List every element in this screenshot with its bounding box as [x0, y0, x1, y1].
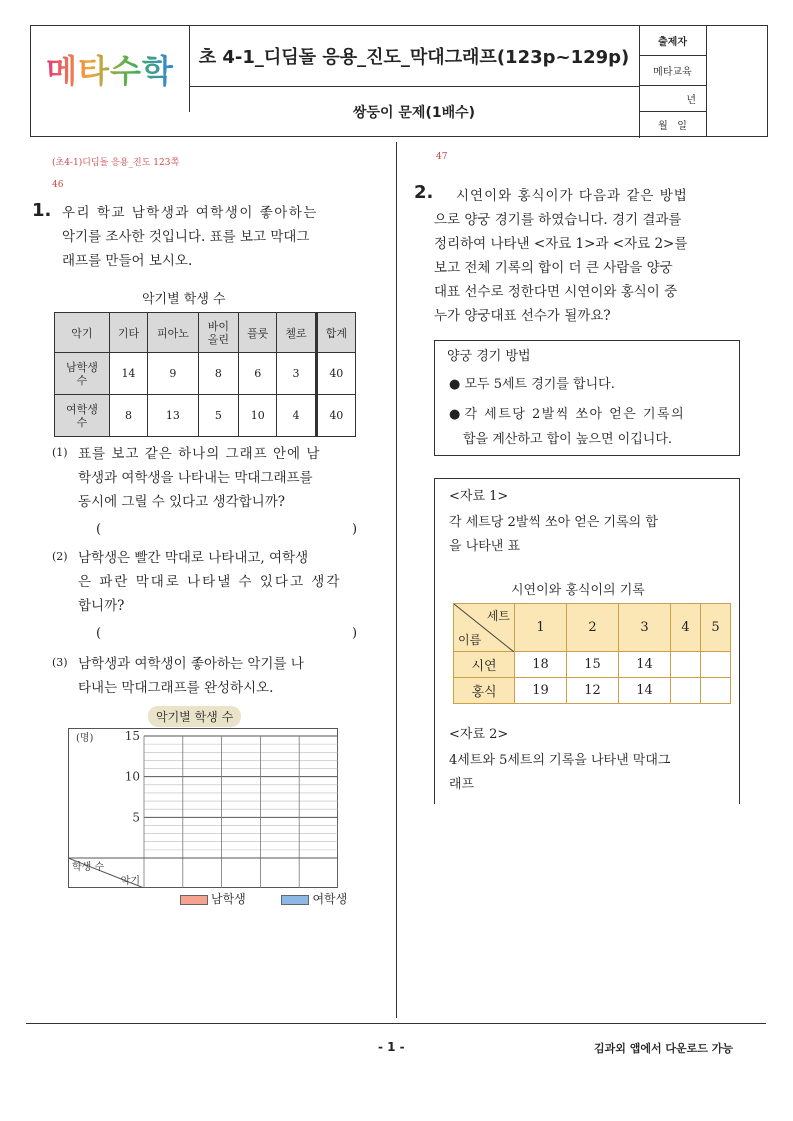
table-header: 기타	[109, 313, 147, 353]
method-title: 양궁 경기 방법	[447, 349, 531, 364]
worksheet-title: 초 4-1_디딤돌 응용_진도_막대그래프(123p~129p)	[189, 26, 640, 86]
table-row: 여학생 수 8 13 5 10 4 40	[55, 395, 356, 437]
legend-girls-swatch	[281, 895, 309, 905]
worksheet-header	[30, 25, 768, 137]
y-unit-label: (명)	[76, 733, 94, 744]
source-note: (초4-1)디딤돌 응용_진도 123쪽	[52, 158, 180, 168]
table-row: 시연 18 15 14	[454, 652, 731, 678]
record-table	[453, 603, 731, 704]
answer-paren-close-1: )	[352, 522, 358, 537]
question-2-number: 2.	[414, 182, 434, 203]
answer-paren-open-1: (	[96, 522, 102, 537]
method-item-2-cont: 합을 계산하고 합이 높으면 이깁니다.	[463, 432, 673, 447]
author-name: 메타교육	[639, 56, 707, 86]
instrument-table-title: 악기별 학생 수	[142, 292, 226, 307]
sub-3-number: (3)	[52, 656, 68, 669]
question-1-number: 1.	[32, 200, 52, 221]
page-ref-46: 46	[52, 180, 64, 190]
set-header: 3	[618, 604, 670, 652]
set-header: 4	[670, 604, 700, 652]
table-header: 악기	[55, 313, 110, 353]
set-header: 5	[700, 604, 730, 652]
logo-text: 메타수학	[46, 46, 174, 92]
date-field: 월 일	[639, 112, 707, 137]
table-row: 남학생 수 14 9 8 6 3 40	[55, 353, 356, 395]
instrument-table	[54, 312, 356, 437]
data-1-desc: 각 세트당 2발씩 쏘아 얻은 기록의 합 을 나타낸 표	[449, 515, 658, 554]
column-divider	[396, 142, 397, 1018]
year-field: 년	[639, 86, 707, 112]
set-header: 2	[566, 604, 618, 652]
data-2-title: <자료 2>	[449, 727, 509, 742]
legend-girls-label: 여학생	[312, 892, 348, 906]
method-item-2: ● 각 세트당 2발씩 쏘아 얻은 기록의	[449, 407, 686, 422]
bar-chart-grid[interactable]	[68, 728, 338, 888]
x-axis-label: 악기	[120, 876, 140, 887]
legend-boys-swatch	[180, 895, 208, 905]
data-box	[434, 478, 740, 804]
sub-1-text: 표를 보고 같은 하나의 그래프 안에 남 학생과 여학생을 나타내는 막대그래프를 동시에 그릴 수 있다고 생각합니까?	[78, 446, 321, 510]
record-table-title: 시연이와 홍식이의 기록	[511, 583, 645, 598]
table-header: 합계	[316, 313, 355, 353]
y-tick-label: 5	[132, 810, 140, 825]
sub-3-text: 남학생과 여학생이 좋아하는 악기를 나 타내는 막대그래프를 완성하시오.	[78, 656, 304, 696]
page-number: - 1 -	[378, 1040, 405, 1054]
sub-1-number: (1)	[52, 446, 68, 459]
answer-field-1[interactable]	[108, 520, 348, 542]
footer-rule	[26, 1023, 766, 1024]
table-row: 홍식 19 12 14	[454, 678, 731, 704]
chart-legend	[180, 890, 347, 907]
author-label: 출제자	[639, 26, 707, 56]
data-2-desc: 4세트와 5세트의 기록을 나타낸 막대그 래프	[449, 753, 671, 792]
table-header: 플룻	[239, 313, 277, 353]
answer-paren-close-2: )	[352, 626, 358, 641]
logo	[31, 26, 190, 112]
sub-2-number: (2)	[52, 550, 68, 563]
data-1-title: <자료 1>	[449, 489, 509, 504]
archery-method-box	[434, 340, 740, 456]
y-axis-label: 학생 수	[72, 862, 105, 873]
answer-field-2[interactable]	[108, 624, 348, 646]
answer-paren-open-2: (	[96, 626, 102, 641]
sub-2-text: 남학생은 빨간 막대로 나타내고, 여학생 은 파란 막대로 나타낼 수 있다고 생각 합니까?	[78, 550, 342, 614]
set-header: 1	[515, 604, 567, 652]
record-diag-header: 세트 이름	[454, 604, 515, 652]
chart-title: 악기별 학생 수	[148, 706, 241, 727]
table-header: 바이 올린	[198, 313, 238, 353]
legend-boys-label: 남학생	[211, 892, 246, 906]
table-header: 피아노	[148, 313, 199, 353]
question-2-text: 시연이와 홍식이가 다음과 같은 방법 으로 양궁 경기를 하였습니다. 경기 결과를 정리하여 나타낸 <자료 1>과 <자료 2>를 보고 전체 기록의 합이 더 큰 사람을 양궁 대표 선수로 정한다면 시연이와 홍식이 중 누가 양궁대표 선수가 될까요?	[434, 188, 688, 324]
y-tick-label: 10	[124, 769, 140, 784]
page-ref-47: 47	[436, 152, 448, 162]
y-tick-label: 15	[124, 729, 140, 743]
method-item-1: ● 모두 5세트 경기를 합니다.	[449, 377, 615, 392]
table-header: 첼로	[277, 313, 316, 353]
worksheet-subtitle: 쌍둥이 문제(1배수)	[189, 86, 640, 138]
question-1-text: 우리 학교 남학생과 여학생이 좋아하는 악기를 조사한 것입니다. 표를 보고 막대그 래프를 만들어 보시오.	[62, 205, 318, 269]
footer-note: 김과외 앱에서 다운로드 가능	[594, 1042, 733, 1055]
